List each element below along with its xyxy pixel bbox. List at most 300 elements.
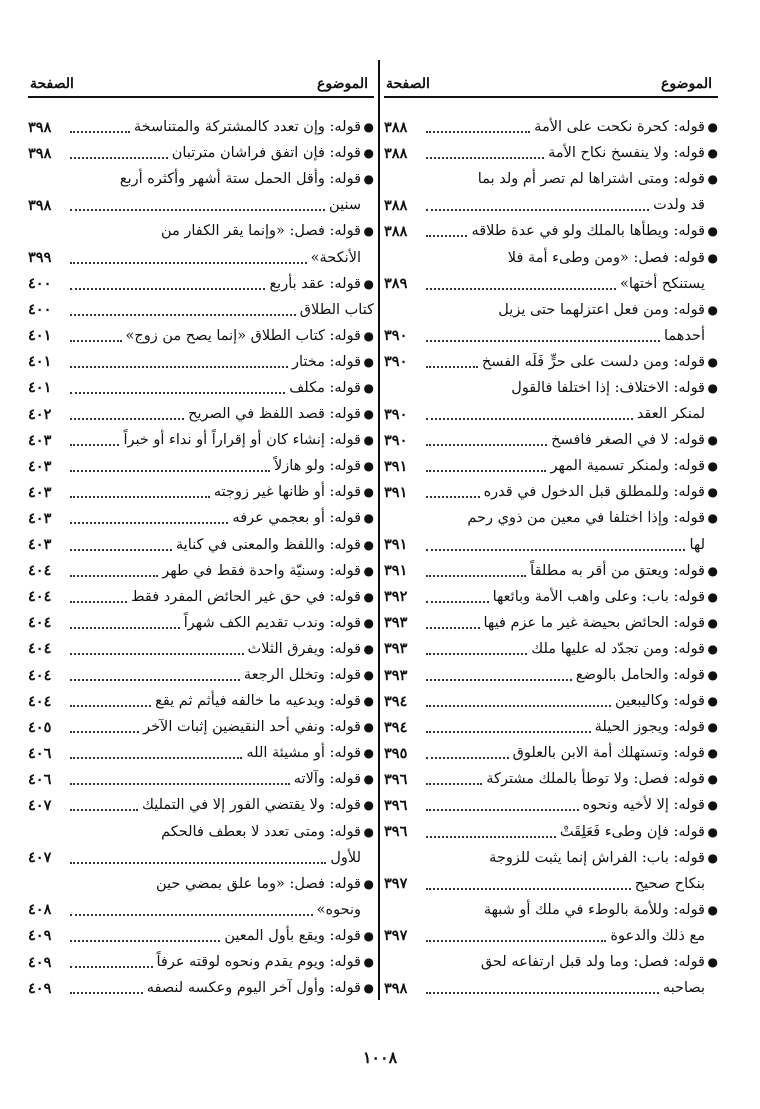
bullet-icon: ● — [707, 433, 718, 448]
entry-text: قوله: والحامل بالوضع — [575, 667, 705, 684]
entry-text: الأنكحة» — [310, 249, 361, 266]
dot-leader — [426, 235, 467, 237]
dot-leader — [426, 627, 480, 629]
dot-leader — [426, 731, 591, 733]
header-page: الصفحة — [386, 76, 430, 92]
entries-list — [28, 114, 374, 1001]
bullet-icon: ● — [363, 589, 374, 604]
bullet-icon: ● — [707, 563, 718, 578]
bullet-icon: ● — [363, 433, 374, 448]
entry-page-number: ٤٠٣ — [28, 536, 52, 554]
dot-leader — [70, 262, 307, 264]
index-entry — [384, 427, 718, 453]
bullet-icon: ● — [363, 537, 374, 552]
dot-leader — [426, 757, 509, 759]
dot-leader — [70, 601, 127, 603]
dot-leader — [70, 522, 228, 524]
index-entry-line — [384, 949, 718, 975]
entry-text: قوله: وتخلل الرجعة — [243, 667, 361, 684]
bullet-icon: ● — [363, 172, 374, 187]
entry-text: قوله: مختار — [291, 353, 361, 370]
entry-page-number: ٣٩١ — [384, 457, 408, 475]
index-entry — [28, 349, 374, 375]
bullet-icon: ● — [363, 120, 374, 135]
entry-page-number: ٤٠٣ — [28, 457, 52, 475]
dot-leader — [70, 575, 158, 577]
entry-page-number: ٣٩٣ — [384, 614, 408, 632]
index-entry-line — [28, 218, 374, 244]
index-entry — [384, 558, 718, 584]
index-entry-line — [28, 662, 374, 688]
dot-leader — [70, 340, 122, 342]
index-entry — [28, 949, 374, 975]
entry-text: قوله: ولا ينفسخ نكاح الأمة — [548, 145, 705, 162]
index-entry-line — [384, 636, 718, 662]
entry-page-number: ٤٠٤ — [28, 588, 52, 606]
entry-page-number: ٤٠٣ — [28, 509, 52, 527]
index-entry-line — [28, 505, 374, 531]
dot-leader — [70, 757, 242, 759]
bullet-icon: ● — [363, 563, 374, 578]
bullet-icon: ● — [707, 250, 718, 265]
entry-page-number: ٤٠٠ — [28, 275, 52, 293]
bullet-icon: ● — [707, 511, 718, 526]
entry-text: قوله: وإذا اختلفا في معين من ذوي رحم — [467, 510, 705, 527]
bullet-icon: ● — [707, 615, 718, 630]
index-entry — [384, 114, 718, 140]
index-entry-line — [384, 610, 718, 636]
index-entry — [384, 505, 718, 557]
index-entry-line — [384, 871, 718, 897]
dot-leader — [70, 705, 151, 707]
entry-text: قوله: وللمطلق قبل الدخول في قدره — [483, 484, 705, 501]
entry-text: قوله: كتاب الطلاق «إنما يصح من زوج» — [125, 327, 361, 344]
entry-page-number: ٤٠٧ — [28, 849, 52, 867]
entry-text: يستنكح أختها» — [619, 275, 705, 292]
entry-text: قوله: إلا لأخيه ونحوه — [582, 797, 705, 814]
bullet-icon: ● — [707, 146, 718, 161]
index-entry — [28, 479, 374, 505]
index-entry — [384, 297, 718, 349]
index-entry — [28, 610, 374, 636]
index-entry — [28, 218, 374, 270]
index-entry — [28, 740, 374, 766]
bullet-icon: ● — [707, 824, 718, 839]
index-entry-line — [28, 349, 374, 375]
entry-text: قوله: الاختلاف: إذا اختلفا فالقول — [511, 379, 705, 396]
dot-leader — [70, 992, 143, 994]
index-entry — [384, 636, 718, 662]
bullet-icon: ● — [363, 511, 374, 526]
dot-leader — [426, 366, 478, 368]
bullet-icon: ● — [363, 380, 374, 395]
bullet-icon: ● — [707, 589, 718, 604]
dot-leader — [426, 418, 633, 420]
entry-text: قوله: وللأمة بالوطء في ملك أو شبهة — [483, 901, 705, 918]
entry-page-number: ٣٩٢ — [384, 588, 408, 606]
bullet-icon: ● — [363, 354, 374, 369]
dot-leader — [70, 444, 119, 446]
entry-text: قوله: ويدعيه ما خالفه فيأثم ثم يقع — [155, 693, 361, 710]
entry-page-number: ٤٠٩ — [28, 979, 52, 997]
index-entry-line — [28, 740, 374, 766]
index-entry — [28, 584, 374, 610]
entry-text: قوله: عقد بأربع — [269, 275, 361, 292]
entry-text: قوله: ويقع بأول المعين — [224, 927, 361, 944]
entry-page-number: ٤٠٤ — [28, 692, 52, 710]
dot-leader — [70, 288, 265, 290]
index-entry-line — [28, 949, 374, 975]
entry-text: قوله: ومن دلست على حرٍّ فَلَه الفسخ — [481, 353, 705, 370]
entry-text: قوله: في حق غير الحائض المفرد فقط — [131, 588, 361, 605]
index-entry-line — [28, 244, 374, 270]
index-entry-line — [384, 584, 718, 610]
entry-text: لمنكر العقد — [636, 406, 705, 423]
index-entry — [28, 688, 374, 714]
index-entry-line — [384, 479, 718, 505]
bullet-icon: ● — [363, 746, 374, 761]
entry-page-number: ٣٨٩ — [384, 275, 408, 293]
dot-leader — [426, 470, 546, 472]
bullet-icon: ● — [707, 120, 718, 135]
bullet-icon: ● — [707, 850, 718, 865]
entry-text: لها — [689, 536, 705, 553]
entry-text: قوله: ولا يقتضي الفور إلا في التمليك — [141, 797, 361, 814]
entry-page-number: ٣٩٥ — [384, 744, 408, 762]
dot-leader — [70, 679, 240, 681]
dot-leader — [426, 444, 547, 446]
entry-text: قوله: وآلاته — [293, 771, 361, 788]
bullet-icon: ● — [707, 459, 718, 474]
index-entry-line — [28, 323, 374, 349]
entry-page-number: ٣٨٨ — [384, 118, 408, 136]
index-entry-line — [28, 166, 374, 192]
entry-page-number: ٣٩٨ — [28, 196, 52, 214]
entry-page-number: ٤٠٧ — [28, 796, 52, 814]
entry-text: قوله: إنشاء كان أو إقراراً أو نداء أو خبراً — [123, 432, 361, 449]
entry-page-number: ٤٠١ — [28, 327, 52, 345]
entry-text: قوله: أو ظانها غير زوجته — [213, 484, 361, 501]
entry-text: قوله: ونفي أحد النقيضين إثبات الآخر — [143, 719, 361, 736]
dot-leader — [426, 575, 526, 577]
entry-page-number: ٣٩٠ — [384, 353, 408, 371]
entry-page-number: ٣٩٨ — [28, 144, 52, 162]
page-number: ١٠٠٨ — [362, 1048, 398, 1067]
header-topic: الموضوع — [317, 76, 368, 92]
index-entry-line — [384, 662, 718, 688]
entry-text: قوله: فصل: «وإنما يقر الكفار من — [160, 223, 361, 240]
index-entry — [28, 114, 374, 140]
dot-leader — [426, 992, 659, 994]
entry-text: قوله: ويفرق الثلاث — [247, 640, 361, 657]
dot-leader — [70, 157, 168, 159]
entry-text: قوله: فإن اتفق فراشان مترتبان — [171, 145, 361, 162]
entry-text: قد ولدت — [653, 197, 705, 214]
entry-page-number: ٣٩٠ — [384, 431, 408, 449]
entry-text: قوله: واللفظ والمعنى في كناية — [175, 536, 361, 553]
index-entry — [384, 662, 718, 688]
index-entry-line — [28, 897, 374, 923]
entry-page-number: ٣٩٠ — [384, 327, 408, 345]
index-entry — [28, 401, 374, 427]
index-entry-line — [384, 792, 718, 818]
index-entry-line — [28, 792, 374, 818]
index-entry — [28, 271, 374, 297]
index-entry-line — [384, 897, 718, 923]
dot-leader — [70, 809, 138, 811]
bullet-icon: ● — [363, 720, 374, 735]
entry-text: قوله: أو بعجمي عرفه — [232, 510, 361, 527]
dot-leader — [70, 862, 326, 864]
entry-text: ونحوه» — [316, 901, 361, 918]
index-entry — [28, 871, 374, 923]
entry-text: قوله: ويجوز الحيلة — [594, 719, 705, 736]
entry-text: قوله: ومتى اشتراها لم تصر أم ولد بما — [477, 171, 705, 188]
entry-page-number: ٣٩٣ — [384, 640, 408, 658]
bullet-icon: ● — [707, 772, 718, 787]
dot-leader — [70, 940, 220, 942]
index-entry — [28, 662, 374, 688]
dot-leader — [70, 470, 270, 472]
index-entry-line — [384, 453, 718, 479]
index-entry-line — [28, 975, 374, 1001]
entry-text: قوله: وندب تقديم الكف شهراً — [183, 614, 361, 631]
bullet-icon: ● — [363, 146, 374, 161]
dot-leader — [70, 392, 285, 394]
bullet-icon: ● — [707, 485, 718, 500]
index-entry-line — [384, 166, 718, 192]
index-entry-line — [28, 375, 374, 401]
entry-text: قوله: وتستهلك أمة الابن بالعلوق — [512, 745, 705, 762]
entry-text: قوله: فصل: ولا توطأ بالملك مشتركة — [486, 771, 705, 788]
entry-text: قوله: فصل: «ومن وطىء أمة فلا — [507, 249, 705, 266]
dot-leader — [426, 209, 649, 211]
entry-text: قوله: وأقل الحمل ستة أشهر وأكثره أربع — [119, 171, 361, 188]
entry-page-number: ٣٩٧ — [384, 927, 408, 945]
index-entry — [28, 792, 374, 818]
index-entry-line — [384, 923, 718, 949]
entry-text: قوله: الحائض بحيضة غير ما عزم فيها — [483, 614, 705, 631]
entry-text: قوله: ويعتق من أقر به مطلقاً — [530, 562, 705, 579]
index-entry — [384, 714, 718, 740]
bullet-icon: ● — [363, 485, 374, 500]
entry-page-number: ٤٠٤ — [28, 614, 52, 632]
index-entry — [28, 558, 374, 584]
index-entry-line — [28, 271, 374, 297]
entry-text: قوله: فصل: وما ولد قبل ارتفاعه لحق — [480, 954, 705, 971]
index-entry — [28, 714, 374, 740]
index-entry — [384, 688, 718, 714]
entry-page-number: ٤٠٥ — [28, 718, 52, 736]
index-entry — [28, 975, 374, 1001]
index-entry-line — [28, 584, 374, 610]
index-entry — [28, 532, 374, 558]
entry-text: قوله: ويطأها بالملك ولو في عدة طلاقه — [471, 223, 705, 240]
entry-page-number: ٤٠٦ — [28, 744, 52, 762]
index-entry-line — [384, 349, 718, 375]
entry-page-number: ٣٩١ — [384, 483, 408, 501]
dot-leader — [70, 131, 130, 133]
index-entry-line — [28, 688, 374, 714]
index-entry-line — [384, 271, 718, 297]
index-entry — [384, 740, 718, 766]
entry-text: قوله: وأول آخر اليوم وعكسه لنصفه — [146, 980, 361, 997]
bullet-icon: ● — [707, 224, 718, 239]
index-entry-line — [28, 297, 374, 323]
entry-text: للأول — [330, 849, 361, 866]
index-entry — [384, 845, 718, 897]
dot-leader — [70, 783, 290, 785]
bullet-icon: ● — [707, 354, 718, 369]
entry-page-number: ٣٩١ — [384, 562, 408, 580]
dot-leader — [426, 653, 527, 655]
index-entry-line — [384, 688, 718, 714]
index-entry-line — [28, 819, 374, 845]
dot-leader — [426, 940, 606, 942]
index-entry-line — [384, 401, 718, 427]
index-entry — [28, 427, 374, 453]
dot-leader — [70, 731, 139, 733]
index-entry-line — [384, 427, 718, 453]
index-entry — [28, 140, 374, 166]
index-entry-line — [384, 975, 718, 1001]
bullet-icon: ● — [363, 459, 374, 474]
bullet-icon: ● — [707, 746, 718, 761]
index-entry — [28, 819, 374, 871]
entry-page-number: ٤٠٦ — [28, 770, 52, 788]
index-entry-line — [28, 610, 374, 636]
column-header — [384, 60, 718, 98]
entry-page-number: ٣٩٨ — [28, 118, 52, 136]
bullet-icon: ● — [363, 328, 374, 343]
entry-page-number: ٤٠١ — [28, 379, 52, 397]
entry-text: قوله: فإن وطىء فَعَلِقَتْ — [559, 823, 705, 840]
entry-page-number: ٣٩٨ — [384, 979, 408, 997]
index-entry — [28, 766, 374, 792]
bullet-icon: ● — [363, 615, 374, 630]
index-entry — [384, 792, 718, 818]
bullet-icon: ● — [707, 172, 718, 187]
bullet-icon: ● — [363, 928, 374, 943]
bullet-icon: ● — [363, 981, 374, 996]
index-entry-line — [28, 871, 374, 897]
index-entry — [384, 140, 718, 166]
entry-text: قوله: لا في الصغر فافسخ — [551, 432, 705, 449]
dot-leader — [70, 549, 172, 551]
bullet-icon: ● — [707, 902, 718, 917]
entry-text: قوله: مكلف — [289, 379, 361, 396]
index-entry-line — [384, 766, 718, 792]
index-entry-line — [384, 323, 718, 349]
index-entry-line — [384, 375, 718, 401]
index-entry — [384, 949, 718, 1001]
entry-page-number: ٤٠٠ — [28, 301, 52, 319]
bullet-icon: ● — [707, 668, 718, 683]
dot-leader — [426, 288, 616, 290]
header-page: الصفحة — [30, 76, 74, 92]
index-entry — [384, 479, 718, 505]
bullet-icon: ● — [363, 694, 374, 709]
entry-page-number: ٤٠٢ — [28, 405, 52, 423]
index-entry — [384, 244, 718, 296]
index-entry — [28, 323, 374, 349]
dot-leader — [426, 679, 572, 681]
index-entry-line — [384, 819, 718, 845]
bullet-icon: ● — [363, 798, 374, 813]
dot-leader — [70, 314, 296, 316]
index-entry-line — [384, 845, 718, 871]
index-entry-line — [28, 192, 374, 218]
dot-leader — [426, 131, 530, 133]
dot-leader — [70, 366, 288, 368]
dot-leader — [70, 496, 210, 498]
entry-text: قوله: فصل: «وما علق بمضي حين — [156, 875, 361, 892]
entry-page-number: ٤٠٩ — [28, 927, 52, 945]
entry-text: قوله: قصد اللفظ في الصريح — [188, 406, 361, 423]
index-entry — [384, 766, 718, 792]
dot-leader — [70, 653, 244, 655]
dot-leader — [426, 549, 685, 551]
entry-text: قوله: ولو هازلاً — [274, 458, 361, 475]
dot-leader — [70, 627, 180, 629]
entry-text: كتاب الطلاق — [299, 301, 374, 318]
bullet-icon: ● — [707, 302, 718, 317]
index-entry-line — [384, 114, 718, 140]
index-entry-line — [384, 740, 718, 766]
entry-page-number: ٤٠٣ — [28, 431, 52, 449]
entry-page-number: ٣٨٨ — [384, 196, 408, 214]
column-header — [28, 60, 374, 98]
index-entry — [28, 923, 374, 949]
index-entry — [384, 375, 718, 427]
entry-page-number: ٣٩٦ — [384, 770, 408, 788]
entry-text: قوله: ومن فعل اعتزلهما حتى يزيل — [498, 301, 705, 318]
bullet-icon: ● — [363, 772, 374, 787]
dot-leader — [70, 209, 325, 211]
index-entry-line — [28, 453, 374, 479]
index-entry — [28, 505, 374, 531]
entry-text: قوله: ومن تجدّد له عليها ملك — [531, 640, 705, 657]
index-entry-line — [384, 558, 718, 584]
index-entry-line — [28, 766, 374, 792]
dot-leader — [426, 705, 611, 707]
bullet-icon: ● — [707, 641, 718, 656]
dot-leader — [70, 966, 153, 968]
entry-page-number: ٣٩٦ — [384, 796, 408, 814]
entry-text: أحدهما — [663, 327, 705, 344]
entry-page-number: ٣٩٣ — [384, 666, 408, 684]
dot-leader — [426, 157, 544, 159]
index-entry — [384, 218, 718, 244]
index-entry-line — [28, 636, 374, 662]
dot-leader — [426, 809, 579, 811]
index-column-left — [28, 60, 374, 1001]
index-entry-line — [384, 532, 718, 558]
dot-leader — [426, 496, 480, 498]
bullet-icon: ● — [707, 798, 718, 813]
entry-page-number: ٣٩٧ — [384, 875, 408, 893]
index-entry-line — [28, 427, 374, 453]
dot-leader — [426, 836, 556, 838]
entry-page-number: ٣٩٦ — [384, 823, 408, 841]
entry-text: قوله: وسنيّة واحدة فقط في طهر — [162, 562, 361, 579]
entry-page-number: ٣٨٨ — [384, 222, 408, 240]
entry-page-number: ٤٠٤ — [28, 562, 52, 580]
index-entry — [384, 897, 718, 949]
dot-leader — [426, 601, 489, 603]
index-entry — [384, 349, 718, 375]
entries-list — [384, 114, 718, 1001]
